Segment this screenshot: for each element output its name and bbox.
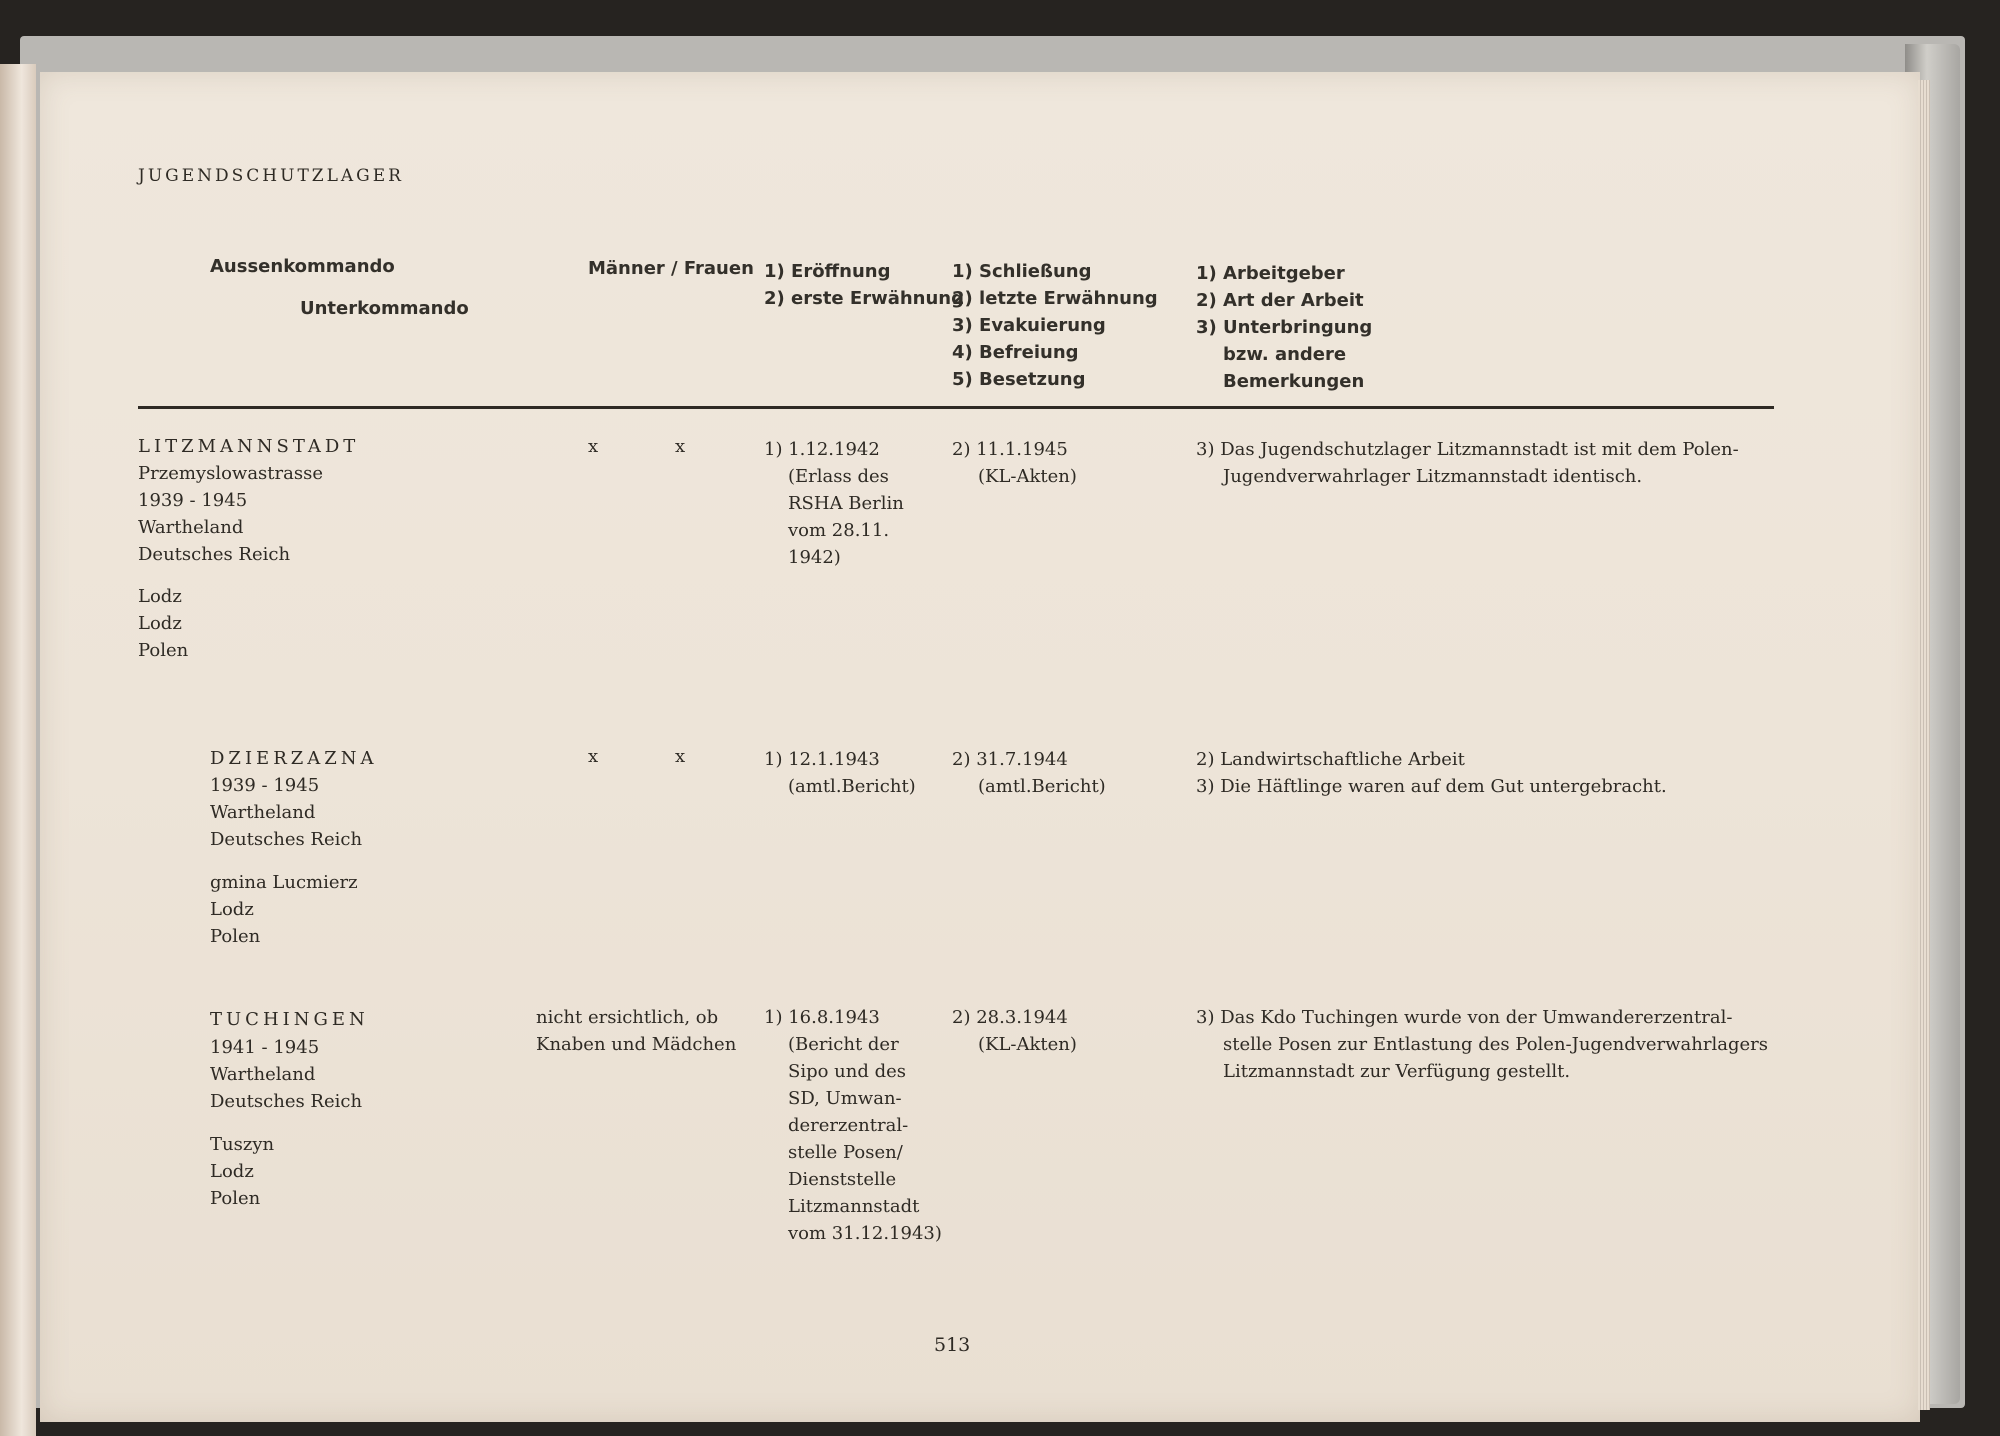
women-mark: x	[675, 746, 686, 767]
gender-note: nicht ersichtlich, ob Knaben und Mädchen	[536, 1007, 737, 1055]
opening-info: 1) 16.8.1943 (Bericht der Sipo und des SD, Umwan- dererzentral- stelle Posen/ Dienststelle Litzmannstadt vom 31.12.1943)	[764, 1007, 942, 1244]
col-header-bemerkungen: 1) Arbeitgeber 2) Art der Arbeit 3) Unterbringung bzw. andere Bemerkungen	[1196, 263, 1373, 392]
col-header-maenner-frauen: Männer / Frauen	[588, 258, 754, 279]
remarks: 3) Das Jugendschutzlager Litzmannstadt ist mit dem Polen- Jugendverwahrlager Litzmannstadt identisch.	[1196, 439, 1739, 487]
page-number: 513	[934, 1334, 971, 1356]
men-mark: x	[588, 436, 599, 457]
entry-location: 1941 - 1945 Wartheland Deutsches Reich	[210, 1037, 363, 1112]
col-header-eroeffnung: 1) Eröffnung 2) erste Erwähnung	[764, 261, 964, 309]
page-title: JUGENDSCHUTZLAGER	[138, 166, 404, 186]
entry-location: Przemyslowastrasse 1939 - 1945 Wartheland Deutsches Reich	[138, 463, 323, 565]
col-header-schliessung: 1) Schließung 2) letzte Erwähnung 3) Evakuierung 4) Befreiung 5) Besetzung	[952, 261, 1158, 390]
remarks: 2) Landwirtschaftliche Arbeit 3) Die Häftlinge waren auf dem Gut untergebracht.	[1196, 749, 1667, 797]
women-mark: x	[675, 436, 686, 457]
opening-info: 1) 1.12.1942 (Erlass des RSHA Berlin vom 28.11. 1942)	[764, 439, 904, 568]
col-header-aussenkommando: Aussenkommando	[210, 256, 395, 277]
remarks: 3) Das Kdo Tuchingen wurde von der Umwandererzentral- stelle Posen zur Entlastung des Polen-Jugendverwahrlagers Litzmannstadt zur Verfügung gestellt.	[1196, 1007, 1768, 1082]
page-stack-edge	[1918, 80, 1930, 1410]
entry-name: DZIERZAZNA	[210, 748, 378, 769]
entry-present-location: Tuszyn Lodz Polen	[210, 1134, 275, 1209]
entry-name: TUCHINGEN	[210, 1009, 369, 1030]
facing-page-edge	[0, 64, 36, 1436]
opening-info: 1) 12.1.1943 (amtl.Bericht)	[764, 749, 916, 797]
entry-present-location: Lodz Lodz Polen	[138, 586, 189, 661]
closing-info: 2) 31.7.1944 (amtl.Bericht)	[952, 749, 1106, 797]
men-mark: x	[588, 746, 599, 767]
entry-location: 1939 - 1945 Wartheland Deutsches Reich	[210, 775, 363, 850]
entry-present-location: gmina Lucmierz Lodz Polen	[210, 872, 358, 947]
col-header-unterkommando: Unterkommando	[300, 298, 469, 319]
closing-info: 2) 11.1.1945 (KL-Akten)	[952, 439, 1077, 487]
entry-name: LITZMANNSTADT	[138, 436, 360, 457]
closing-info: 2) 28.3.1944 (KL-Akten)	[952, 1007, 1077, 1055]
header-rule	[138, 406, 1774, 409]
